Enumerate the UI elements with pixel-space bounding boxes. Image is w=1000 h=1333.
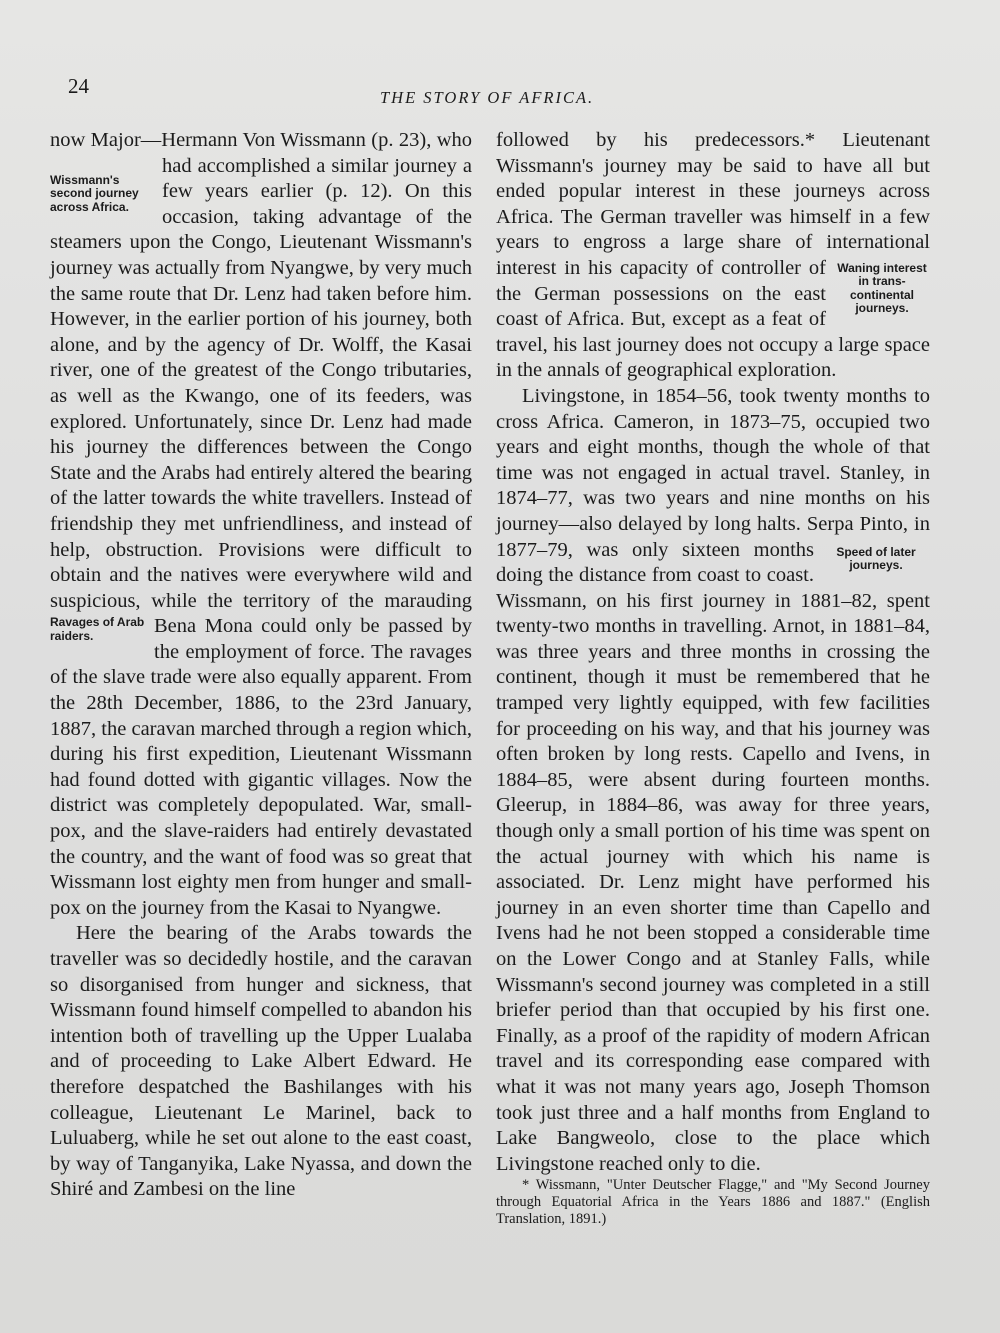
left-paragraph-1-text-b: a few years earlier (p. 12). On this occasion, taking advantage of the steamers upon the Congo, Lieutenant Wissmann's journey was actually from Nyangwe, by very much the same route that Dr. Lenz had taken before him. However, in the earlier portion of his journey, both alone, and by the agency of Dr. Wolff, the Kasai river, one of the greatest of the Congo tributaries, as well as the Kwango, one of its feeders, was explored. Unfortunately, since Dr. Lenz had made his journey the differences between the Congo State and the Arabs had entirely altered the bearing of the latter towards the white travellers. Instead of friendship they met unfriendliness, and instead of help, obstruction. Provisions were difficult to obtain and the natives were everywhere wild and suspicious, while the territory of the marauding Bena Mona could only be bbox=[50, 154, 472, 638]
right-paragraph-2-text-a: Livingstone, in 1854–56, took twenty months to cross Africa. Cameron, in 1873–75, occupied two years and eight months, though the whole of that time was not engaged in actual travel. Stanley, in 1874–77, was two years and nine months on his journey—also delayed by long halts. Serpa Pinto, in 1877–79, bbox=[496, 384, 930, 561]
right-paragraph-1 bbox=[496, 128, 930, 384]
right-paragraph-2-text-b: was only sixteen months doing the distance from coast to coast. Wissmann, on his first journey in 1881–82, spent twenty-two months in travelling. Arnot, in 1881–84, was three years and three months in crossing the continent, though it must be remembered that he tramped very lightly equipped, with few facilities for proceeding on his way, and that his journey was often broken by long rests. Capello and Ivens, in 1884–85, were absent during fourteen months. Gleerup, in 1884–86, was away for three years, though only a small portion of his time was spent on the actual journey with which his name is associated. Dr. Lenz might have performed his journey in an even shorter time than Capello and Ivens had he not been stopped a considerable time on the Lower Congo and at Stanley Falls, while Wissmann's second journey was completed in a still briefer period than that occupied by his first one. Finally, as a proof of the rapidity of modern African travel and its corresponding ease compared with what it was not many years ago, Joseph Thomson took just three and a half months from England to Lake Bangweolo, close to the place which Livingstone reached only to die. bbox=[496, 538, 930, 1175]
sidenote-speed-later-journeys: Speed of later journeys. bbox=[836, 544, 916, 572]
left-column bbox=[50, 128, 472, 1203]
page-number: 24 bbox=[68, 74, 89, 98]
left-paragraph-1 bbox=[50, 128, 472, 921]
right-paragraph-1-text-a: followed by his predecessors.* Lieutenant Wissmann's journey may be said to have all but ended popular interest in these journeys across Africa. The German traveller was himself in a few years to engross a large share of international interest in his capacity bbox=[496, 129, 930, 279]
sidenote-ravages-arab-raiders: Ravages of Arab raiders. bbox=[50, 615, 145, 643]
running-head: THE STORY OF AFRICA. bbox=[380, 88, 595, 107]
footnote: * Wissmann, "Unter Deutscher Flagge," and "My Second Journey through Equatorial Africa in the Years 1886 and 1887." (English Translation, 1891.) bbox=[496, 1177, 930, 1228]
sidenote-waning-interest: Waning interest in trans-continental journeys. bbox=[837, 260, 927, 316]
left-paragraph-1-text-a: now Major—Hermann Von Wissmann (p. 23), who had accomplished a similar journey bbox=[50, 129, 472, 177]
right-column bbox=[496, 128, 930, 1228]
left-paragraph-1-text-c: passed by the employment of force. The ravages of the slave trade were also equally apparent. From the 28th December, 1886, to the 23rd January, 1887, the caravan marched through a region which, during his first expedition, Lieutenant Wissmann had found dotted with gigantic villages. Now the district was completely depopulated. War, small-pox, and the slave-raiders had entirely devastated the country, and the want of food was so great that Wissmann lost eighty men from hunger and small-pox on the journey from the Kasai to Nyangwe. bbox=[50, 615, 472, 919]
sidenote-wissmann-second-journey: Wissmann's second journey across Africa. bbox=[50, 172, 139, 214]
right-paragraph-2 bbox=[496, 384, 930, 1177]
right-paragraph-1-text-b: of controller of the German possessions on the east coast of Africa. But, except as a feat of travel, his last journey does not occupy a large space in the annals of geographical exploration. bbox=[496, 256, 930, 382]
left-paragraph-2: Here the bearing of the Arabs towards the traveller was so decidedly hostile, and the caravan so disorganised from hunger and sickness, that Wissmann found himself compelled to abandon his intention both of travelling up the Upper Lualaba and of proceeding to Lake Albert Edward. He therefore despatched the Bashilanges with his colleague, Lieutenant Le Marinel, back to Luluaberg, while he set out alone to the east coast, by way of Tanganyika, Lake Nyassa, and down the Shiré and Zambesi on the line bbox=[50, 922, 472, 1201]
